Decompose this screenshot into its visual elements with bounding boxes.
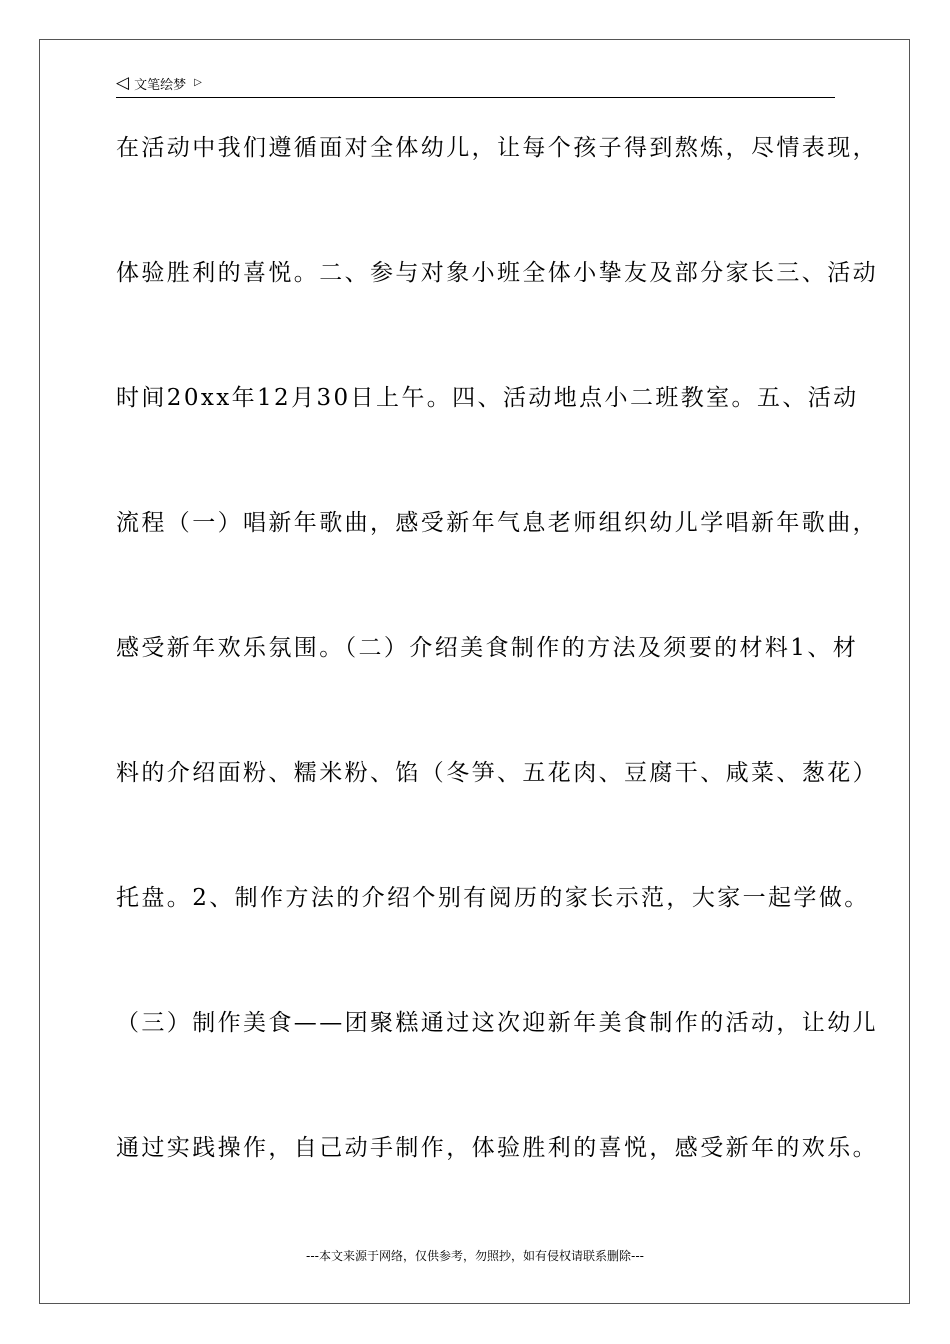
page-frame xyxy=(39,39,910,1304)
body-line: 在活动中我们遵循面对全体幼儿，让每个孩子得到熬炼，尽情表现， xyxy=(116,135,878,161)
triangle-right-icon: ▷ xyxy=(194,77,202,88)
body-line: 托盘。2、制作方法的介绍个别有阅历的家长示范，大家一起学做。 xyxy=(116,885,870,911)
body-line: 体验胜利的喜悦。二、参与对象小班全体小挚友及部分家长三、活动 xyxy=(116,260,878,286)
body-line: 料的介绍面粉、糯米粉、馅（冬笋、五花肉、豆腐干、咸菜、葱花） xyxy=(116,760,878,786)
footer-disclaimer: ---本文来源于网络，仅供参考，勿照抄，如有侵权请联系删除--- xyxy=(306,1249,644,1263)
body-line: 流程（一）唱新年歌曲，感受新年气息老师组织幼儿学唱新年歌曲， xyxy=(116,510,878,536)
header xyxy=(116,72,202,94)
body-line: 时间20xx年12月30日上午。四、活动地点小二班教室。五、活动 xyxy=(116,385,859,411)
triangle-left-icon: ◁ xyxy=(116,72,130,93)
body-line: 感受新年欢乐氛围。（二）介绍美食制作的方法及须要的材料1、材 xyxy=(116,635,859,661)
body-line: （三）制作美食——团聚糕通过这次迎新年美食制作的活动，让幼儿 xyxy=(116,1010,878,1036)
header-divider xyxy=(116,97,835,98)
header-title: 文笔绘梦 xyxy=(134,77,187,93)
body-line: 通过实践操作，自己动手制作，体验胜利的喜悦，感受新年的欢乐。 xyxy=(116,1135,878,1161)
